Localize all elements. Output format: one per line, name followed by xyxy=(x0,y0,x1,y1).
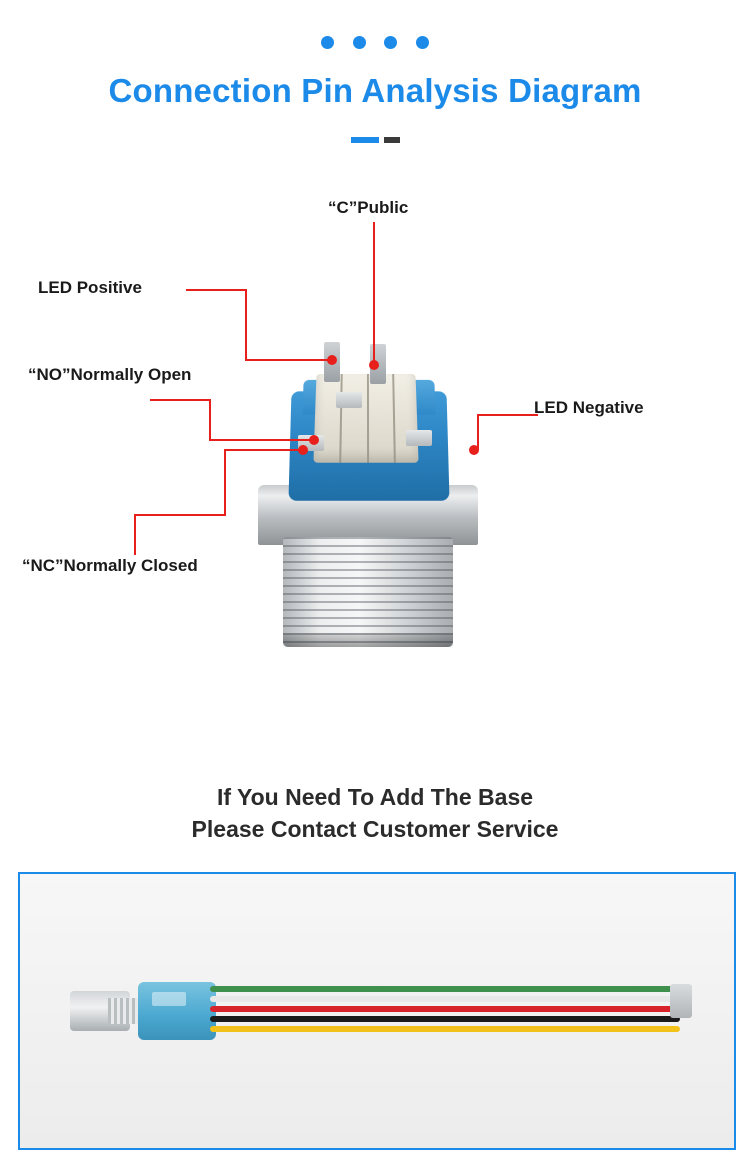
wire-yellow xyxy=(210,1026,680,1032)
callout-lines xyxy=(0,160,750,740)
underline-blue-segment xyxy=(351,137,379,143)
header-dot xyxy=(353,36,366,49)
harness-connector xyxy=(138,982,216,1040)
title-underline xyxy=(0,137,750,143)
label-led-negative: LED Negative xyxy=(534,398,644,417)
wire-harness-photo xyxy=(18,872,736,1150)
label-nc-normally-closed: “NC”Normally Closed xyxy=(22,556,198,575)
underline-dark-segment xyxy=(384,137,400,143)
label-no-normally-open: “NO”Normally Open xyxy=(28,365,192,384)
header-dots xyxy=(0,36,750,49)
harness-wire-ends xyxy=(670,984,692,1018)
header-dot xyxy=(416,36,429,49)
footer-line-2: Please Contact Customer Service xyxy=(191,816,559,842)
wire-white xyxy=(210,996,680,1002)
connection-diagram xyxy=(0,160,750,740)
wire-black xyxy=(210,1016,680,1022)
wire-green xyxy=(210,986,680,992)
footer-line-1: If You Need To Add The Base xyxy=(216,784,534,810)
header-dot xyxy=(384,36,397,49)
label-led-positive: LED Positive xyxy=(38,278,142,297)
page-title: Connection Pin Analysis Diagram xyxy=(108,72,642,109)
label-c-public: “C”Public xyxy=(328,198,409,217)
header-dot xyxy=(321,36,334,49)
wire-red xyxy=(210,1006,680,1012)
